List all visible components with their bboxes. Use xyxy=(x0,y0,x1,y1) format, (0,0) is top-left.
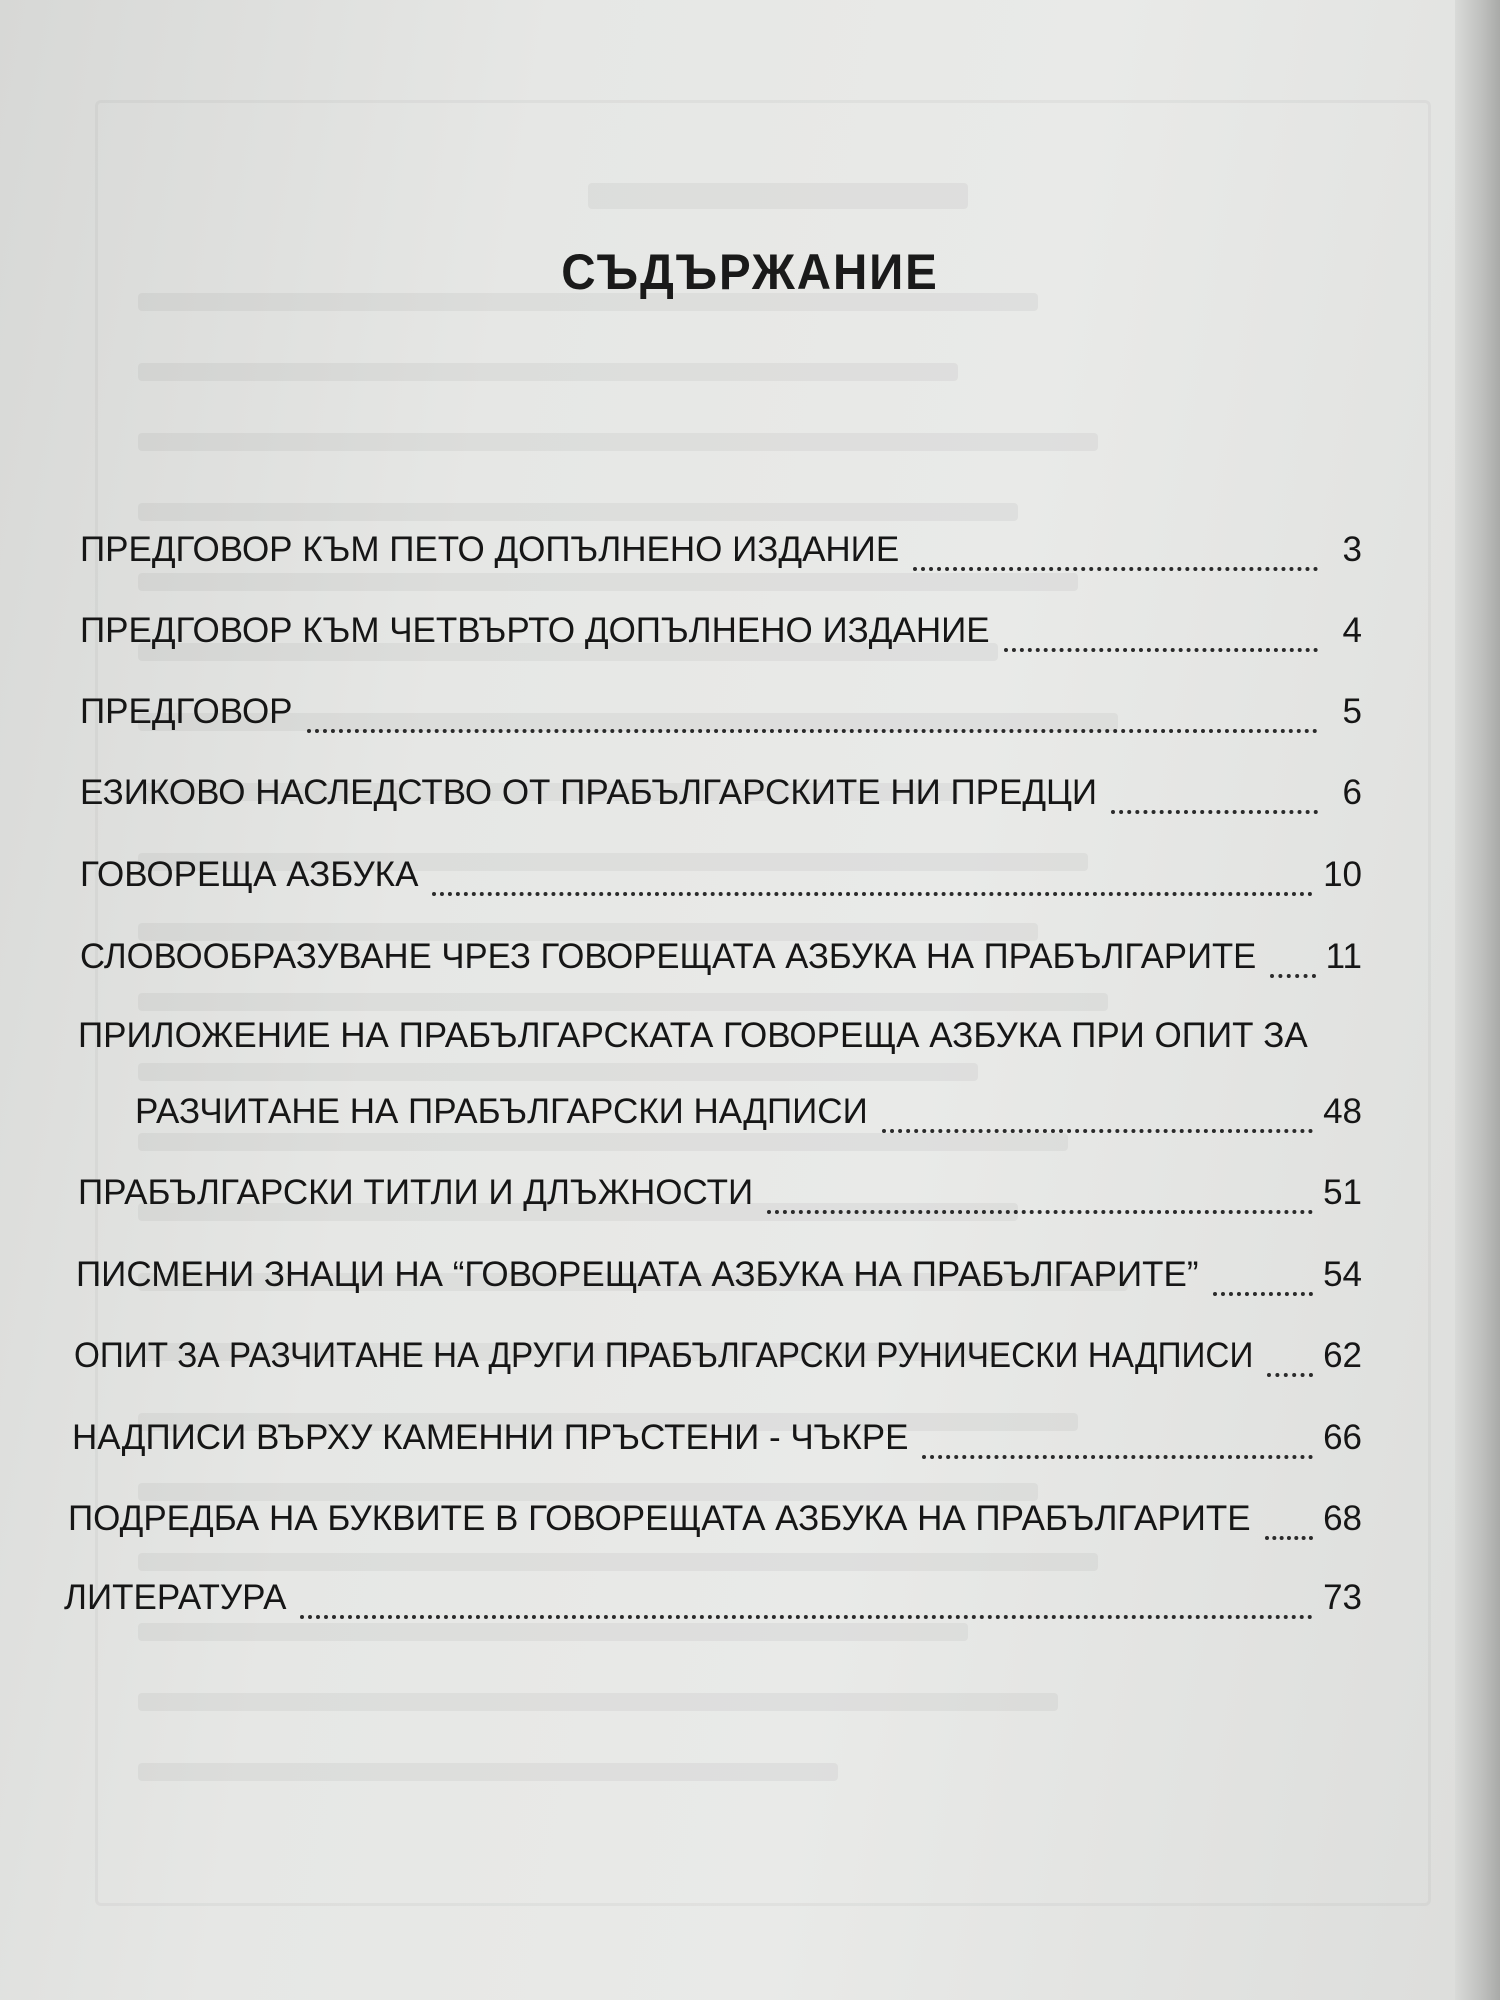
toc-entry-label: ПРЕДГОВОР xyxy=(80,692,293,731)
dot-leader xyxy=(913,567,1318,571)
toc-entry-page: 66 xyxy=(1323,1418,1362,1457)
toc-entry[interactable] xyxy=(80,611,1362,661)
toc-entry-label-first-line: ПРИЛОЖЕНИЕ НА ПРАБЪЛГАРСКАТА ГОВОРЕЩА АЗБУКА ПРИ ОПИТ ЗА xyxy=(78,1016,1308,1055)
toc-entry[interactable] xyxy=(80,855,1362,905)
toc-entry[interactable] xyxy=(80,773,1362,823)
toc-entry-page: 4 xyxy=(1342,611,1362,650)
toc-entry-page: 51 xyxy=(1323,1173,1362,1212)
toc-entry-label: ОПИТ ЗА РАЗЧИТАНЕ НА ДРУГИ ПРАБЪЛГАРСКИ РУНИЧЕСКИ НАДПИСИ xyxy=(74,1336,1254,1375)
toc-entry-page: 62 xyxy=(1323,1336,1362,1375)
toc-entry-label: ПРЕДГОВОР КЪМ ПЕТО ДОПЪЛНЕНО ИЗДАНИЕ xyxy=(80,530,900,569)
toc-entry-page: 68 xyxy=(1323,1499,1362,1538)
toc-entry-label: РАЗЧИТАНЕ НА ПРАБЪЛГАРСКИ НАДПИСИ xyxy=(135,1092,868,1131)
toc-entry[interactable] xyxy=(74,1336,1362,1386)
toc-entry[interactable] xyxy=(80,692,1362,742)
toc-entry[interactable] xyxy=(78,1173,1362,1223)
contents-heading: СЪДЪРЖАНИЕ xyxy=(561,244,939,300)
toc-entry-label: ПРЕДГОВОР КЪМ ЧЕТВЪРТО ДОПЪЛНЕНО ИЗДАНИЕ xyxy=(80,611,990,650)
toc-entry-page: 73 xyxy=(1323,1578,1362,1617)
toc-entry[interactable] xyxy=(76,1255,1362,1305)
toc-entry-label: ГОВОРЕЩА АЗБУКА xyxy=(80,855,419,894)
dot-leader xyxy=(767,1210,1313,1214)
dot-leader xyxy=(1267,1373,1313,1377)
toc-entry[interactable] xyxy=(135,1092,1362,1142)
toc-entry-label: ЛИТЕРАТУРА xyxy=(64,1578,287,1617)
toc-entry[interactable] xyxy=(64,1578,1362,1628)
dot-leader xyxy=(1213,1292,1314,1296)
dot-leader xyxy=(1004,648,1318,652)
toc-entry-page: 11 xyxy=(1325,937,1362,976)
toc-entry-label: ПРАБЪЛГАРСКИ ТИТЛИ И ДЛЪЖНОСТИ xyxy=(78,1173,754,1212)
toc-entry[interactable] xyxy=(80,937,1362,987)
dot-leader xyxy=(432,892,1313,896)
dot-leader xyxy=(1111,810,1318,814)
toc-entry-label: НАДПИСИ ВЪРХУ КАМЕННИ ПРЪСТЕНИ - ЧЪКРЕ xyxy=(72,1418,909,1457)
toc-entry-page: 3 xyxy=(1342,530,1362,569)
toc-entry-label: ПИСМЕНИ ЗНАЦИ НА “ГОВОРЕЩАТА АЗБУКА НА ПРАБЪЛГАРИТЕ” xyxy=(76,1255,1199,1294)
toc-entry-label: ЕЗИКОВО НАСЛЕДСТВО ОТ ПРАБЪЛГАРСКИТЕ НИ ПРЕДЦИ xyxy=(80,773,1098,812)
toc-entry[interactable] xyxy=(72,1418,1362,1468)
toc-entry-page: 54 xyxy=(1323,1255,1362,1294)
dot-leader xyxy=(1270,974,1315,978)
toc-entry-label: ПОДРЕДБА НА БУКВИТЕ В ГОВОРЕЩАТА АЗБУКА НА ПРАБЪЛГАРИТЕ xyxy=(68,1499,1251,1538)
dot-leader xyxy=(1265,1536,1313,1540)
dot-leader xyxy=(300,1615,1313,1619)
toc-entry-page: 48 xyxy=(1323,1092,1362,1131)
toc-entry[interactable] xyxy=(80,530,1362,580)
dot-leader xyxy=(307,729,1318,733)
toc-entry-page: 6 xyxy=(1342,773,1362,812)
dot-leader xyxy=(882,1129,1313,1133)
toc-entry-page: 5 xyxy=(1342,692,1362,731)
dot-leader xyxy=(922,1455,1313,1459)
toc-entry-page: 10 xyxy=(1323,855,1362,894)
toc-entry-label: СЛОВООБРАЗУВАНЕ ЧРЕЗ ГОВОРЕЩАТА АЗБУКА НА ПРАБЪЛГАРИТЕ xyxy=(80,937,1257,976)
toc-entry[interactable] xyxy=(68,1499,1362,1549)
